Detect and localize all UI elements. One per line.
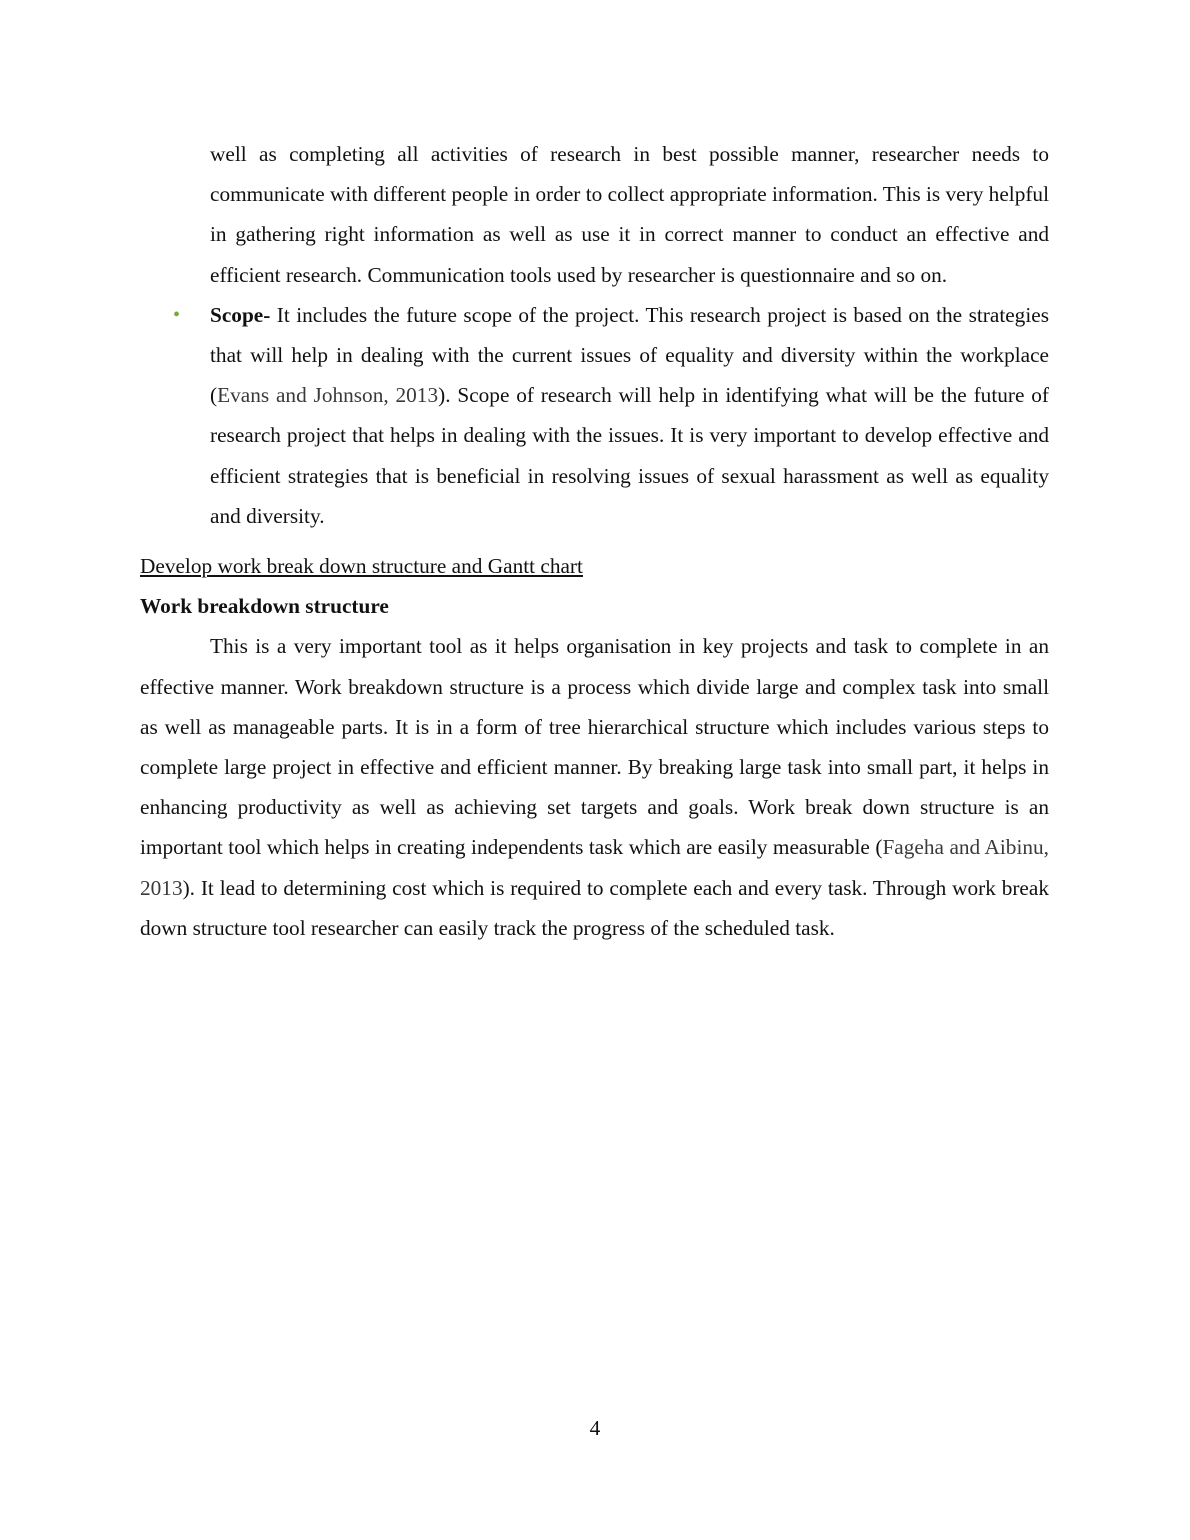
wbs-paragraph (140, 626, 1049, 948)
wbs-text-part-1: This is a very important tool as it helps organisation in key projects and task to complete in an effective manner. Work breakdown structure is a process which divide large and complex task into small as well as manageable parts. It is in a form of tree hierarchical structure which includes various steps to complete large project in effective and efficient manner. By breaking large task into small part, it helps in enhancing productivity as well as achieving set targets and goals. Work break down structure is an important tool which helps in creating independents task which are easily measurable ( (140, 634, 1049, 860)
scope-label: Scope- (210, 302, 271, 327)
section-title: Develop work break down structure and Gantt chart (140, 554, 583, 579)
wbs-citation: Fageha and Aibinu, 2013 (140, 835, 1049, 900)
scope-text-part-1: It includes the future scope of the project. This research project is based on the strategies that will help in dealing with the current issues of equality and diversity within the workplace ( (210, 302, 1049, 408)
page-content (140, 134, 1049, 948)
scope-citation: Evans and Johnson, 2013 (217, 383, 439, 408)
scope-text-part-2: ). Scope of research will help in identifying what will be the future of research project that helps in dealing with the issues. It is very important to develop effective and efficient strategies that is beneficial in resolving issues of sexual harassment as well as equality and diversity. (210, 383, 1050, 528)
scope-bullet-item (173, 295, 1050, 536)
continuation-paragraph: well as completing all activities of research in best possible manner, researcher needs to communicate with different people in order to collect appropriate information. This is very helpful in gathering right information as well as use it in correct manner to conduct an effective and efficient research. Communication tools used by researcher is questionnaire and so on. (210, 142, 1050, 287)
bullet-icon: • (173, 303, 181, 326)
wbs-heading: Work breakdown structure (140, 594, 389, 619)
page-number: 4 (589, 1416, 601, 1440)
wbs-text-part-2: ). It lead to determining cost which is required to complete each and every task. Through work break down structure tool researcher can easily track the progress of the scheduled task. (140, 875, 1049, 940)
